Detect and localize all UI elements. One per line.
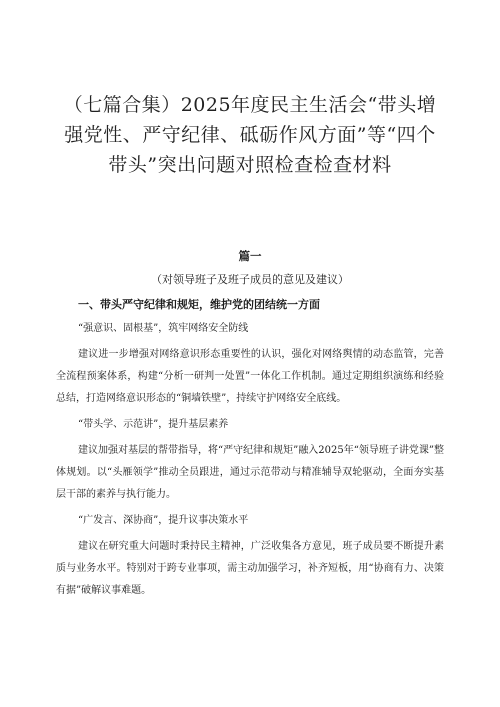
section-heading: 一、带头严守纪律和规矩，维护党的团结统一方面 xyxy=(78,298,320,311)
item-body: 建议加强对基层的帮带指导，将“严守纪律和规矩”融入2025年“领导班子讲党课”整体规划。以“头雁领学”推动全员跟进，通过示范带动与精准辅导双轮驱动，全面夯实基层干部的素养与执行能力。 xyxy=(56,445,444,500)
item-title: “强意识、固根基”，筑牢网络安全防线 xyxy=(78,323,249,334)
item-title: “广发言、深协商”，提升议事决策水平 xyxy=(78,515,249,526)
document-title: （七篇合集）2025年度民主生活会“带头增强党性、严守纪律、砥砺作风方面”等“四个带头”突出问题对照检查检查材料 xyxy=(63,94,437,176)
item-body: 建议进一步增强对网络意识形态重要性的认识，强化对网络舆情的动态监管，完善全流程预案体系，构建“分析一研判一处置”一体化工作机制。通过定期组织演练和经验总结，打造网络意识形态的“铜墙铁壁”，持续守护网络安全底线。 xyxy=(56,349,444,404)
section-subtitle: （对领导班子及班子成员的意见及建议） xyxy=(151,273,349,286)
section-label: 篇一 xyxy=(238,249,262,263)
item-body: 建议在研究重大问题时秉持民主精神，广泛收集各方意见，班子成员要不断提升素质与业务水平。特别对于跨专业事项，需主动加强学习，补齐短板，用“协商有力、决策有据”破解议事难题。 xyxy=(56,541,444,596)
item-title: “带头学、示范讲”，提升基层素养 xyxy=(78,419,229,430)
